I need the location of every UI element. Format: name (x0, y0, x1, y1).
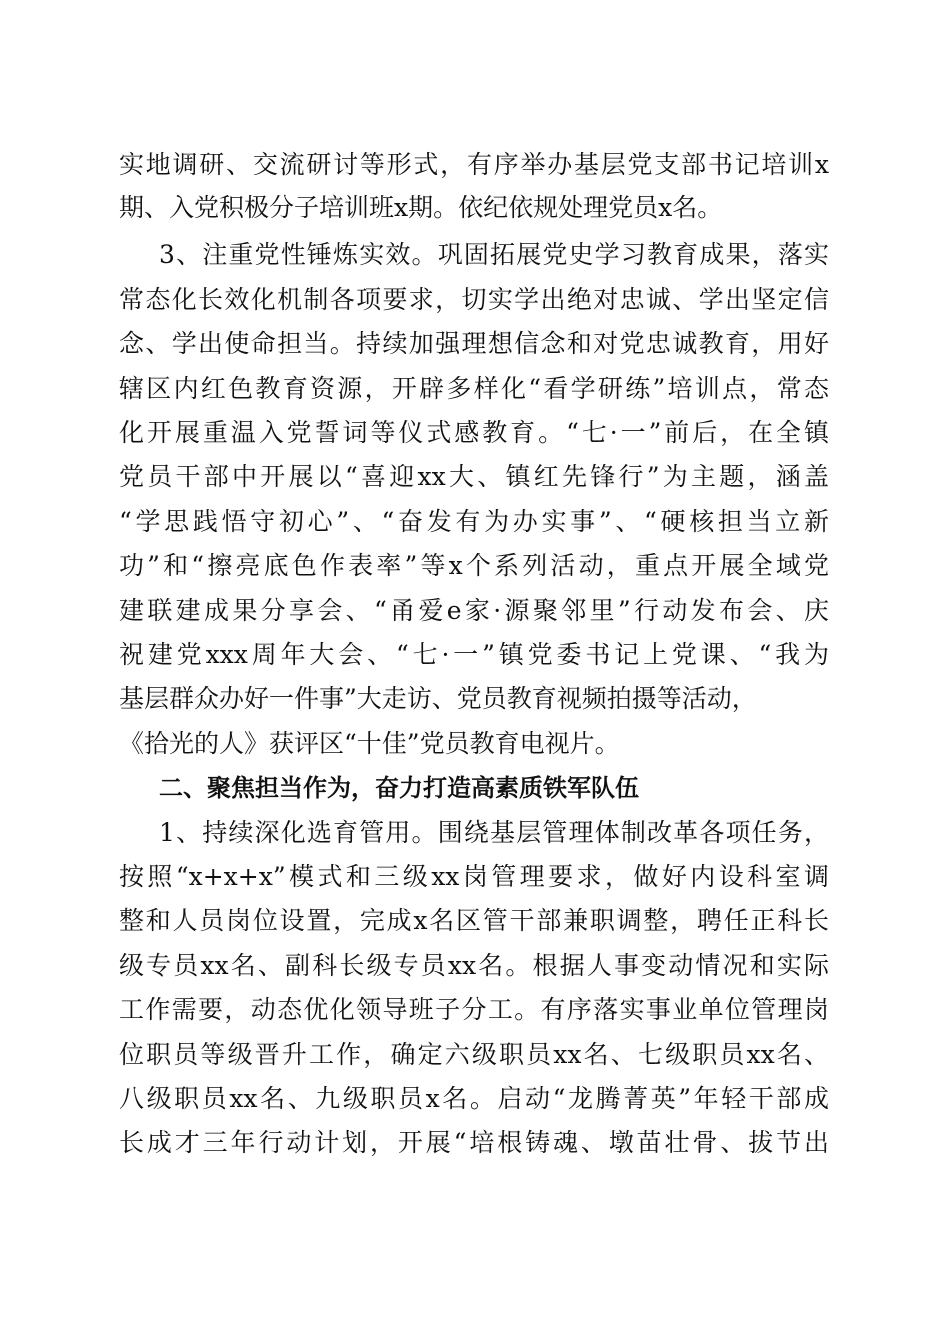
paragraph-line: 级专员xx名、副科长级专员xx名。根据人事变动情况和实际 (119, 951, 829, 980)
paragraph-line: 化开展重温入党誓词等仪式感教育。“七·一”前后，在全镇 (119, 418, 829, 447)
paragraph-line: 八级职员xx名、九级职员x名。启动“龙腾菁英”年轻干部成 (119, 1084, 829, 1113)
paragraph-line: 按照“x+x+x”模式和三级xx岗管理要求，做好内设科室调 (119, 862, 829, 891)
paragraph-line: 祝建党xxx周年大会、“七·一”镇党委书记上党课、“我为 (119, 640, 829, 669)
paragraph-line: 基层群众办好一件事”大走访、党员教育视频拍摄等活动， (119, 684, 757, 713)
paragraph-line: 辖区内红色教育资源，开辟多样化“看学研练”培训点，常态 (119, 374, 829, 403)
paragraph-line: 期、入党积极分子培训班x期。依纪依规处理党员x名。 (119, 193, 723, 222)
paragraph-line: 实地调研、交流研讨等形式，有序举办基层党支部书记培训x (119, 150, 829, 179)
paragraph-line: 建联建成果分享会、“甬爱e家·源聚邻里”行动发布会、庆 (119, 596, 829, 625)
paragraph-line: 功”和“擦亮底色作表率”等x个系列活动，重点开展全域党 (119, 551, 829, 580)
paragraph-line: 整和人员岗位设置，完成x名区管干部兼职调整，聘任正科长 (119, 906, 829, 935)
section-heading: 二、聚焦担当作为，奋力打造高素质铁军队伍 (159, 774, 639, 802)
paragraph-line: 工作需要，动态优化领导班子分工。有序落实事业单位管理岗 (119, 995, 829, 1024)
paragraph-line: 念、学出使命担当。持续加强理想信念和对党忠诚教育，用好 (119, 329, 829, 358)
paragraph-line: 常态化长效化机制各项要求，切实学出绝对忠诚、学出坚定信 (119, 285, 829, 314)
paragraph-line: 长成才三年行动计划，开展“培根铸魂、墩苗壮骨、拔节出 (119, 1128, 829, 1157)
paragraph-line: 《拾光的人》获评区“十佳”党员教育电视片。 (119, 729, 620, 758)
paragraph-line: “学思践悟守初心”、“奋发有为办实事”、“硬核担当立新 (119, 507, 829, 536)
paragraph-line: 3、注重党性锤炼实效。巩固拓展党史学习教育成果，落实 (159, 240, 829, 269)
paragraph-line: 位职员等级晋升工作，确定六级职员xx名、七级职员xx名、 (119, 1040, 829, 1069)
paragraph-line: 党员干部中开展以“喜迎xx大、镇红先锋行”为主题，涵盖 (119, 462, 829, 491)
paragraph-line: 1、持续深化选育管用。围绕基层管理体制改革各项任务， (159, 818, 829, 847)
